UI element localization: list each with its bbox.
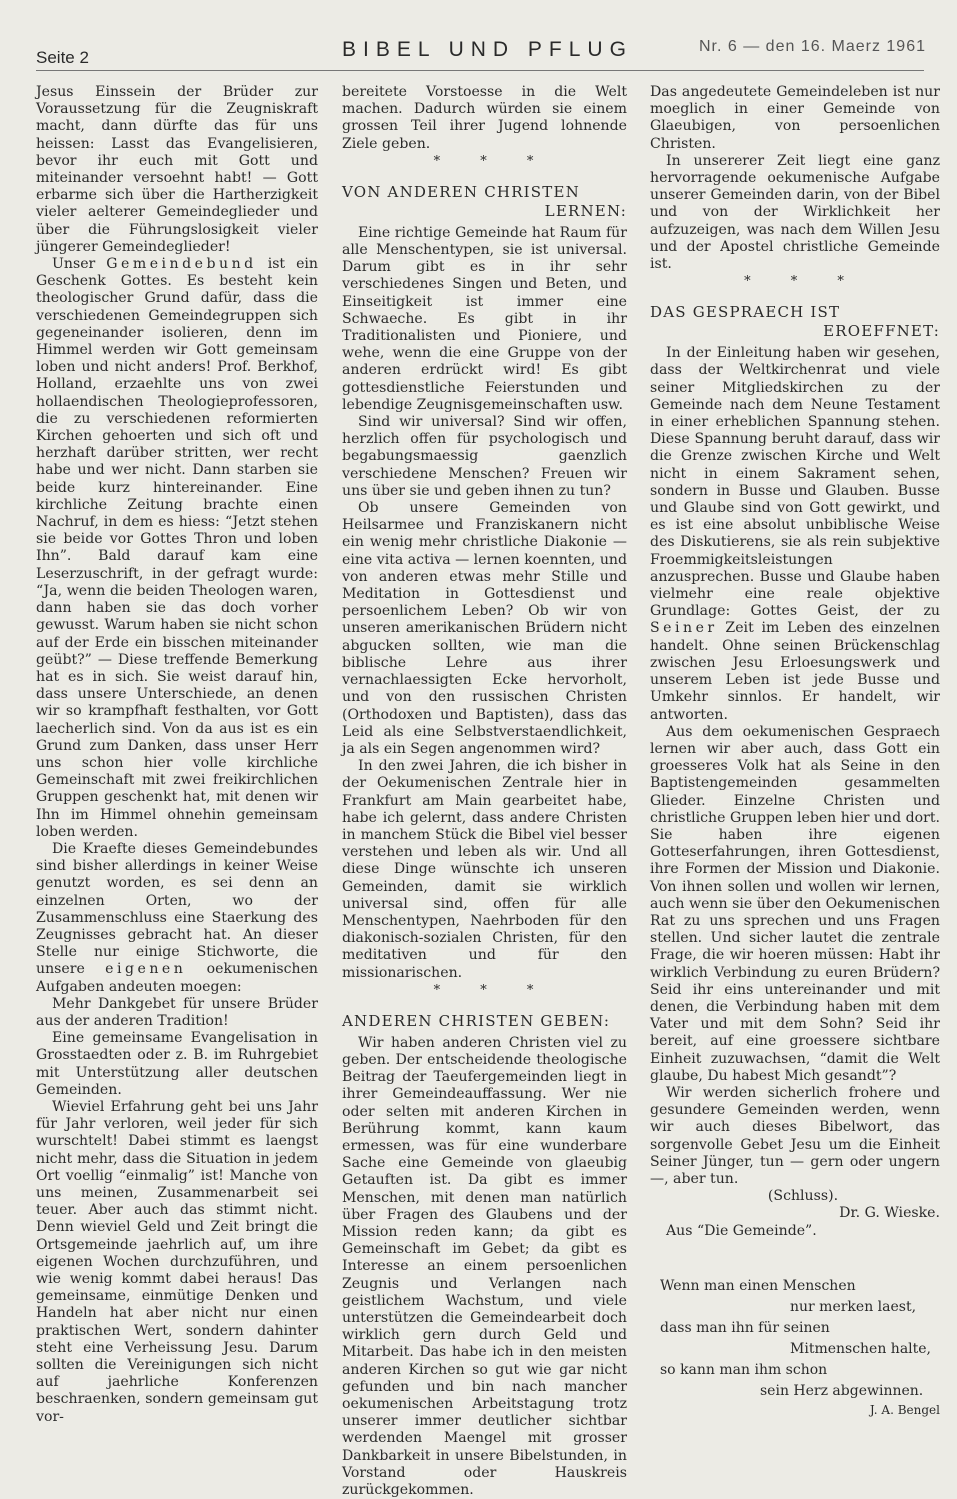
author-signature: Dr. G. Wieske.	[839, 1205, 940, 1222]
issue-date: Nr. 6 — den 16. Maerz 1961	[699, 38, 926, 55]
paragraph: In der Einleitung haben wir gesehen, dass der Weltkirchenrat und viele seiner Mitgliedskirchen zu der Gemeinde nach dem Neune Testament in einer erheblichen Spannung stehen. Diese Spannung beruht darauf, dass wir die Grenze zwischen Kirche und Welt nicht in einem Sakrament sehen, sondern in Busse und Glauben. Busse und Glaube sind von Gott gewirkt, und es ist eine absolut unbiblische Weise des Diskutierens, sie als rein subjektive Froemmigkeitsleistungen anzusprechen. Busse und Glaube haben vielmehr eine reale objektive Grundlage: Gottes Geist, der zu Seiner Zeit im Leben des einzelnen handelt. Ohne seinen Brückenschlag zwischen Jesu Erloesungswerk und unserem Leben ist jede Busse und Umkehr sinnlos. Er handelt, wir antworten.	[650, 345, 940, 723]
section-divider: * * *	[433, 982, 552, 998]
paragraph: Wir haben anderen Christen viel zu geben. Der entscheidende theologische Beitrag der Taeufergemeinden liegt in ihrer Gemeindeauffassung. Wer nie oder selten mit anderen Kirchen in Berührung kommt, kann kaum ermessen, was für eine wunderbare Sache eine Gemeinde von glaeubig Getauften ist. Da gibt es immer Menschen, mit denen man natürlich über Fragen des Glaubens und der Mission reden kann; da gibt es Gemeinschaft im Gebet; da gibt es Interesse an einem persoenlichen Zeugnis und Verlangen nach geistlichem Wachstum, und viele unterstützen die Gemeindearbeit doch wirklich gern durch Geld und Mitarbeit. Das habe ich in den meisten anderen Kirchen so gut wie gar nicht gefunden und bin nach mancher oekumenischen Arbeitstagung trotz unserer immer deutlicher sichtbar werdenden Maengel mit grosser Dankbarkeit in unsere Bibelstunden, in Vorstand oder Hauskreis zurückgekommen.	[342, 1034, 627, 1499]
section-heading: ANDEREN CHRISTEN GEBEN:	[342, 1011, 611, 1030]
paragraph: Mehr Dankgebet für unsere Brüder aus der anderen Tradition!	[36, 995, 318, 1029]
paragraph: Eine richtige Gemeinde hat Raum für alle Menschentypen, sie ist universal. Darum gibt es in ihr sehr verschiedenes Singen und Beten, und Einseitigkeit ist immer eine Schwaeche. Es gibt in ihr Traditionalisten und Pioniere, und wehe, wenn die eine Gruppe von der anderen erdrückt wird! Es gibt gottesdienstliche Feierstunden und lebendige Zeugnisgemeinschaften usw.	[342, 224, 627, 413]
column-3	[650, 84, 940, 1419]
poem-author: J. A. Bengel	[869, 1402, 940, 1417]
masthead-title: BIBEL UND PFLUG	[342, 38, 633, 61]
column-2	[342, 84, 627, 1499]
emphasis-spaced: eigenen	[105, 961, 187, 978]
paragraph: In unsererer Zeit liegt eine ganz hervorragende oekumenische Aufgabe unserer Gemeinden darin, von der Bibel und von der Wirklichkeit her aufzuzeigen, was nach dem Willen Jesu und der Apostel christliche Gemeinde ist.	[650, 152, 940, 273]
paragraph: Jesus Einssein der Brüder zur Voraussetzung für die Zeugniskraft macht, dann dürfte das für uns heissen: Lasst das Evangelisieren, bevor ihr euch mit Gott und miteinander versoehnt habt! — Gott erbarme sich über die Hartherzigkeit vieler aelterer Gemeindeglieder und über die Führungslosigkeit vieler jüngerer Gemeindeglieder!	[36, 84, 318, 255]
conclusion-mark: (Schluss).	[767, 1188, 839, 1205]
poem-line: nur merken laest,	[790, 1298, 917, 1315]
poem-line: dass man ihn für seinen	[660, 1319, 830, 1336]
paragraph: bereitete Vorstoesse in die Welt machen. Dadurch würden sie einem grossen Teil ihrer Jugend lohnende Ziele geben.	[342, 84, 627, 152]
emphasis-spaced: Gemeindebund	[106, 256, 257, 273]
emphasis-spaced: Seiner	[650, 620, 718, 637]
section-heading: VON ANDEREN CHRISTEN LERNEN:	[342, 182, 627, 220]
paragraph: Ob unsere Gemeinden von Heilsarmee und Franziskanern nicht ein wenig mehr christliche Diakonie — eine vita activa — lernen koennten, und von anderen etwas mehr Stille und Meditation in Gottesdienst und persoenlichem Leben? Ob wir von unseren amerikanischen Brüdern nicht abgucken sollten, wie man die biblische Lehre aus ihrer vernachlaessigten Ecke hervorholt, und von den russischen Christen (Orthodoxen und Baptisten), dass das Leid als eine Selbstverstaendlichkeit, ja als ein Segen angenommen wird?	[342, 500, 627, 757]
poem-line: Wenn man einen Menschen	[660, 1277, 856, 1294]
column-1	[36, 84, 318, 1426]
paragraph: Unser Gemeindebund ist ein Geschenk Gottes. Es besteht kein theologischer Grund dafür, dass die verschiedenen Gemeindegruppen sich gegeneinander isolieren, denn im Himmel werden wir Gott gemeinsam loben und nicht anders! Prof. Berkhof, Holland, erzaehlte uns von zwei hollaendischen Theologieprofessoren, die zu verschiedenen reformierten Kirchen gehoerten und sich oft und herzhaft darüber stritten, wer recht habe und wer nicht. Dann starben sie beide kurz hintereinander. Eine kirchliche Zeitung brachte einen Nachruf, in dem es hiess: “Jetzt stehen sie beide vor Gottes Thron und loben Ihn”. Bald darauf kam eine Leserzuschrift, in der gefragt wurde: “Ja, wenn die beiden Theologen waren, dann haben sie das doch vorher gewusst. Warum haben sie nicht schon auf der Erde ein bisschen miteinander geübt?” — Diese treffende Bemerkung hat es in sich. Sie weist darauf hin, dass unsere Unterschiede, an denen wir so krampfhaft festhalten, vor Gott laecherlich sind. Von da aus ist es ein Grund zum Danken, dass unser Herr uns schon hier volle kirchliche Gemeinschaft mit zwei freikirchlichen Gruppen geschenkt hat, mit denen wir Ihn im Himmel ohnehin gemeinsam loben werden.	[36, 256, 318, 840]
poem-line: Mitmenschen halte,	[790, 1340, 932, 1357]
header-rule	[36, 70, 924, 71]
section-divider: * * *	[433, 153, 552, 169]
paragraph: Die Kraefte dieses Gemeindebundes sind bisher allerdings in keiner Weise genutzt worden, es sei denn an einzelnen Orten, wo der Zusammenschluss eine Staerkung des Zeugnisses gebracht hat. An dieser Stelle nur einige Stichworte, die unsere eigenen oekumenischen Aufgaben andeuten moegen:	[36, 840, 319, 995]
paragraph: Wieviel Erfahrung geht bei uns Jahr für Jahr verloren, weil jeder für sich wurschtelt! Dabei stimmt es laengst nicht mehr, dass die Situation in jedem Ort voellig “einmalig” ist! Manche von uns meinen, Zusammenarbeit sei teuer. Aber auch das stimmt nicht. Denn wieviel Geld und Zeit bringt die Ortsgemeinde jaehrlich auf, um ihre eigenen Wochen durchzuführen, und wie wenig kommt dabei heraus! Das gemeinsame, einmütige Denken und Handeln hat aber nicht nur einen praktischen Wert, sondern dahinter steht eine Verheissung Jesu. Darum sollten die Vereinigungen sich nicht auf jaehrliche Konferenzen beschraenken, sondern gemeinsam gut vor-	[36, 1098, 318, 1425]
paragraph: Eine gemeinsame Evangelisation in Grosstaedten oder z. B. im Ruhrgebiet mit Unterstützung aller deutschen Gemeinden.	[36, 1030, 318, 1098]
section-divider: * * *	[744, 274, 862, 290]
paragraph: Aus dem oekumenischen Gespraech lernen wir aber auch, dass Gott ein groesseres Volk hat als Seine in den Baptistengemeinden gesammelten Glieder. Einzelne Christen und christliche Gruppen leben hier und dort. Sie haben ihre eigenen Gotteserfahrungen, ihren Gottesdienst, ihre Formen der Mission und Diakonie. Von ihnen sollen und wollen wir lernen, auch wenn sie über den Oekumenischen Rat zu uns sprechen und uns Fragen stellen. Und sicher lautet die zentrale Frage, die wir hoeren müssen: Habt ihr wirklich Verbindung zu euren Brüdern? Seid ihr eins untereinander und mit denen, die Verbindung haben mit dem Vater und mit dem Sohn? Seid ihr bereit, auf eine groessere sichtbare Einheit zuzuwachsen, “damit die Welt glaube, Du habest Mich gesandt”?	[650, 723, 940, 1084]
section-heading: DAS GESPRAECH IST EROEFFNET:	[650, 303, 940, 341]
poem-line: sein Herz abgewinnen.	[760, 1382, 924, 1399]
poem-line: so kann man ihm schon	[660, 1361, 828, 1378]
paragraph: Wir werden sicherlich frohere und gesundere Gemeinden werden, wenn wir auch dieses Bibelwort, das sorgenvolle Gebet Jesu um die Einheit Seiner Jünger, tun — gern oder ungern —, aber tun.	[650, 1084, 940, 1187]
page-number: Seite 2	[36, 48, 89, 67]
paragraph: In den zwei Jahren, die ich bisher in der Oekumenischen Zentrale hier in Frankfurt am Main gearbeitet habe, habe ich gelernt, dass andere Christen in manchem Stück die Bibel viel besser verstehen und leben als wir. Und all diese Dinge wünschte ich unseren Gemeinden, damit sie wirklich universal sind, offen für alle Menschentypen, Naehrboden für den diakonisch-sozialen Christen, für den meditativen und für den missionarischen.	[342, 758, 627, 981]
poem-quote	[650, 1276, 940, 1402]
paragraph: Das angedeutete Gemeindeleben ist nur moeglich in einer Gemeinde von Glaeubigen, von persoenlichen Christen.	[650, 84, 940, 152]
paragraph: Sind wir universal? Sind wir offen, herzlich offen für psychologisch und begabungsmaessig gaenzlich verschiedene Menschen? Freuen wir uns über sie und geben ihnen zu tun?	[342, 414, 627, 499]
page-header	[36, 34, 926, 70]
article-source: Aus “Die Gemeinde”.	[666, 1222, 817, 1239]
